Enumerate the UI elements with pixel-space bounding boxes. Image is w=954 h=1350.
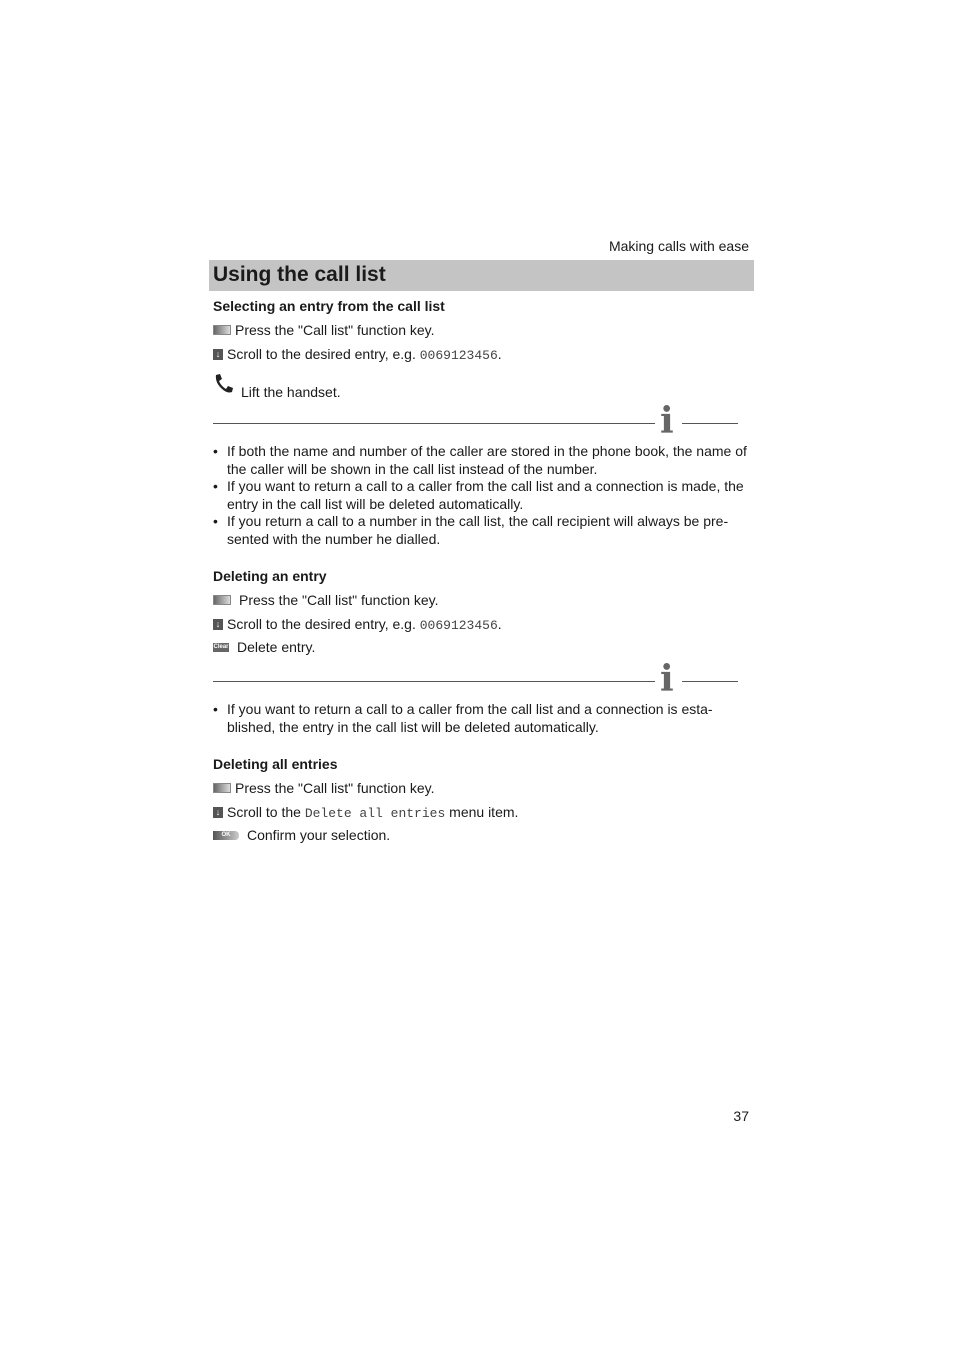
info-divider — [682, 681, 738, 682]
running-head: Making calls with ease — [608, 238, 749, 254]
step-press-call-list — [213, 592, 439, 608]
section-heading-deleting-all: Deleting all entries — [213, 756, 338, 772]
info-item: • If you want to return a call to a caller from the call list and a connection is made, the entry in the call list will be deleted automatically. — [213, 478, 753, 513]
step-text: Confirm your selection. — [247, 827, 391, 843]
clear-key-icon: Clear — [213, 643, 229, 650]
info-divider — [213, 681, 655, 682]
section-heading-selecting: Selecting an entry from the call list — [213, 298, 445, 314]
call-list-key-icon — [213, 595, 231, 605]
step-text: Press the "Call list" function key. — [235, 780, 435, 796]
step-delete-entry — [213, 639, 315, 655]
scroll-down-key-icon: ↓ — [213, 349, 223, 360]
title-bar — [209, 260, 754, 291]
step-text: Lift the handset. — [241, 384, 341, 400]
info-item: • If both the name and number of the caller are stored in the phone book, the name of the caller will be shown in the call list instead of the number. — [213, 443, 753, 478]
step-text: Delete entry. — [237, 639, 316, 655]
page-title: Using the call list — [213, 263, 386, 286]
scroll-down-key-icon: ↓ — [213, 807, 223, 818]
handset-icon — [213, 373, 235, 397]
step-confirm — [213, 827, 390, 843]
step-text: Scroll to the desired entry, e.g. 0069123456. — [227, 346, 502, 363]
info-list — [213, 701, 753, 736]
call-list-key-icon — [213, 783, 231, 793]
info-icon: i — [660, 658, 674, 700]
info-divider — [213, 423, 655, 424]
info-item: • If you want to return a call to a caller from the call list and a connection is esta-blished, the entry in the call list will be deleted automatically. — [213, 701, 753, 736]
step-text: Press the "Call list" function key. — [239, 592, 439, 608]
page-number: 37 — [733, 1108, 749, 1124]
step-scroll — [213, 616, 502, 633]
step-press-call-list — [213, 780, 435, 796]
example-number: 0069123456 — [419, 348, 498, 363]
step-scroll — [213, 346, 502, 363]
info-item: • If you return a call to a number in the call list, the call recipient will always be pre-sented with the number he dialled. — [213, 513, 753, 548]
info-divider — [682, 423, 738, 424]
example-number: 0069123456 — [419, 618, 498, 633]
info-icon: i — [660, 400, 674, 442]
step-text: Scroll to the Delete all entries menu item. — [227, 804, 519, 821]
step-scroll — [213, 804, 518, 821]
step-text: Scroll to the desired entry, e.g. 0069123456. — [227, 616, 502, 633]
info-list — [213, 443, 753, 549]
step-text: Press the "Call list" function key. — [235, 322, 435, 338]
section-heading-deleting-entry: Deleting an entry — [213, 568, 327, 584]
step-lift-handset — [213, 370, 341, 400]
ok-key-icon: OK — [213, 831, 239, 840]
scroll-down-key-icon: ↓ — [213, 619, 223, 630]
step-press-call-list — [213, 322, 435, 338]
call-list-key-icon — [213, 325, 231, 335]
menu-item-name: Delete all entries — [304, 806, 446, 821]
